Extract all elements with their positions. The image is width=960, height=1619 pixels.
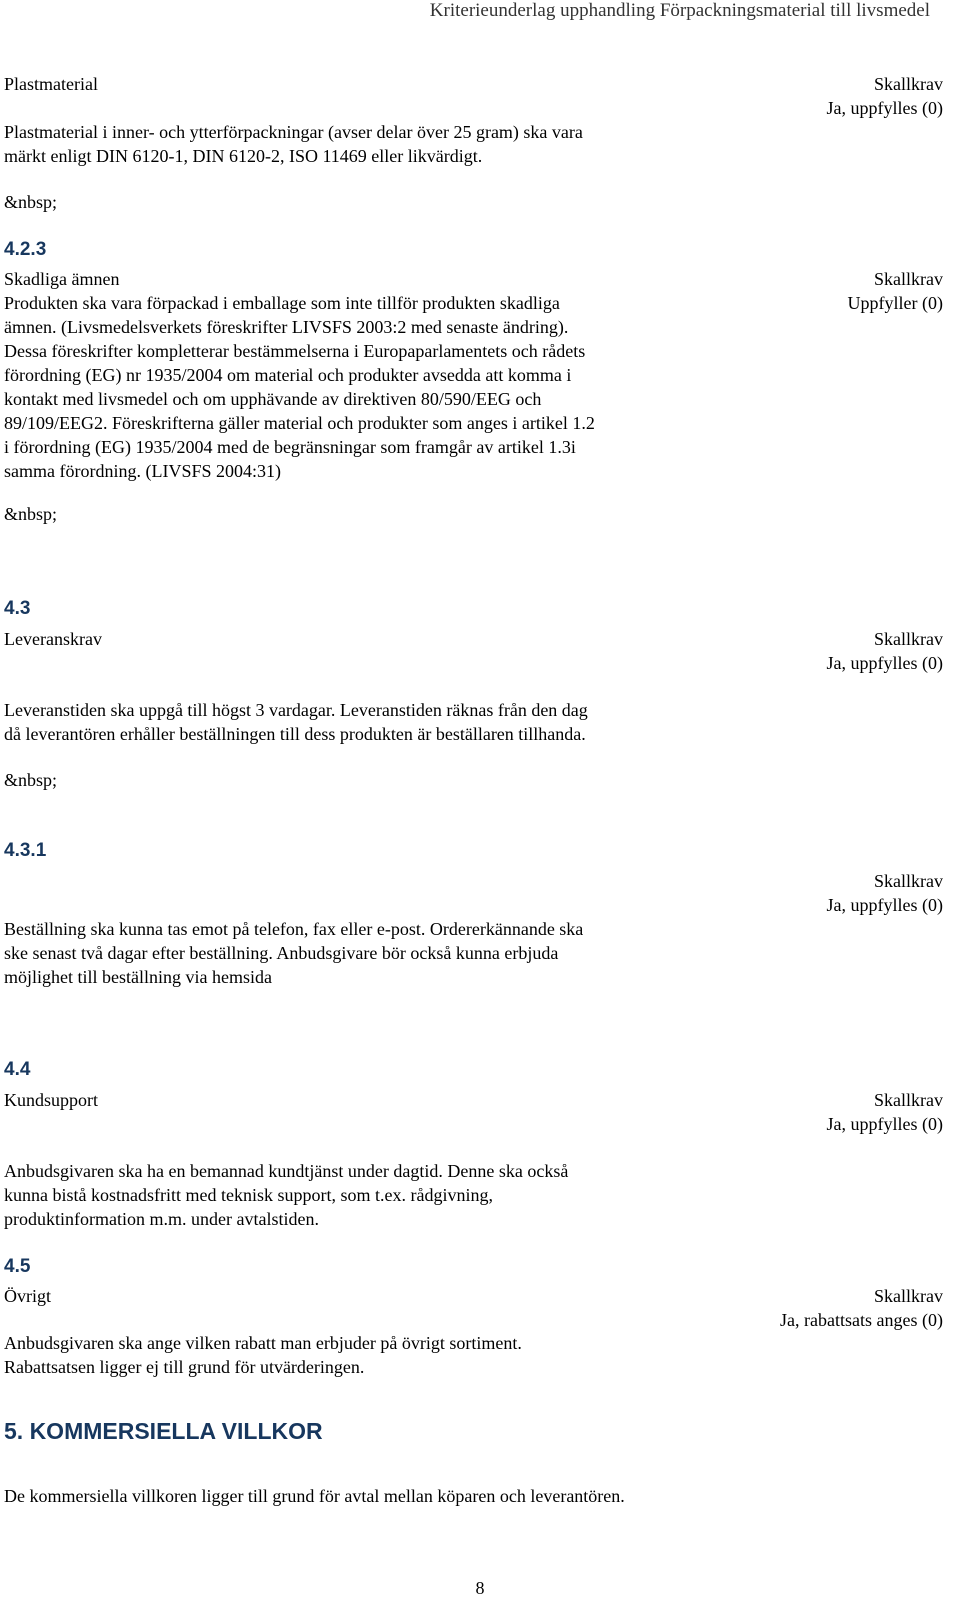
section-number-4-4: 4.4 <box>4 1059 31 1080</box>
section-4-2-3-requirement <box>848 267 943 315</box>
body-line: produktinformation m.m. under avtalstiden. <box>4 1209 319 1229</box>
section-5-body: De kommersiella villkoren ligger till grund för avtal mellan köparen och leverantören. <box>4 1486 625 1506</box>
body-line: kunna bistå kostnadsfritt med teknisk support, som t.ex. rådgivning, <box>4 1185 493 1205</box>
requirement-answer: Ja, uppfylles (0) <box>826 98 943 118</box>
section-title-kundsupport: Kundsupport <box>4 1090 98 1110</box>
body-line: Beställning ska kunna tas emot på telefon, fax eller e-post. Ordererkännande ska <box>4 919 584 939</box>
section-number-4-2-3: 4.2.3 <box>4 239 47 260</box>
body-line: ske senast två dagar efter beställning. Anbudsgivare bör också kunna erbjuda <box>4 943 559 963</box>
section-title-leveranskrav: Leveranskrav <box>4 629 102 649</box>
section-4-5-requirement <box>780 1284 943 1332</box>
section-title-ovrigt: Övrigt <box>4 1286 51 1306</box>
requirement-answer: Ja, uppfylles (0) <box>826 895 943 915</box>
section-4-4-body <box>4 1159 568 1231</box>
section-4-2-3-body <box>4 267 595 483</box>
section-title: Skadliga ämnen <box>4 269 120 289</box>
section-4-4-requirement <box>827 1088 943 1136</box>
body-line: Plastmaterial i inner- och ytterförpackningar (avser delar över 25 gram) ska vara <box>4 122 583 142</box>
nbsp-text: &nbsp; <box>4 192 58 212</box>
body-line: möjlighet till beställning via hemsida <box>4 967 272 987</box>
requirement-type: Skallkrav <box>874 1286 943 1306</box>
page-number: 8 <box>475 1578 485 1598</box>
requirement-type: Skallkrav <box>874 629 943 649</box>
requirement-type: Skallkrav <box>874 74 943 94</box>
body-line: förordning (EG) nr 1935/2004 om material och produkter avsedda att komma i <box>4 365 572 385</box>
plastmaterial-body <box>4 120 583 168</box>
requirement-answer: Uppfyller (0) <box>847 293 943 313</box>
body-line: ämnen. (Livsmedelsverkets föreskrifter LIVSFS 2003:2 med senaste ändring). <box>4 317 569 337</box>
body-line: 89/109/EEG2. Föreskrifterna gäller material och produkter som anges i artikel 1.2 <box>4 413 595 433</box>
requirement-answer: Ja, rabattsats anges (0) <box>780 1310 943 1330</box>
nbsp-text: &nbsp; <box>4 504 58 524</box>
body-line: Produkten ska vara förpackad i emballage som inte tillför produkten skadliga <box>4 293 560 313</box>
plastmaterial-title: Plastmaterial <box>4 74 98 94</box>
requirement-type: Skallkrav <box>874 1090 943 1110</box>
requirement-type: Skallkrav <box>874 871 943 891</box>
body-line: Dessa föreskrifter kompletterar bestämmelserna i Europaparlamentets och rådets <box>4 341 586 361</box>
body-line: då leverantören erhåller beställningen till dess produkten är beställaren tillhanda. <box>4 724 586 744</box>
section-4-3-body <box>4 698 588 746</box>
body-line: Anbudsgivaren ska ange vilken rabatt man erbjuder på övrigt sortiment. <box>4 1333 522 1353</box>
section-heading-kommersiella-villkor: 5. KOMMERSIELLA VILLKOR <box>4 1418 323 1444</box>
body-line: samma förordning. (LIVSFS 2004:31) <box>4 461 281 481</box>
nbsp-text: &nbsp; <box>4 770 58 790</box>
section-4-5-body <box>4 1331 522 1379</box>
section-number-4-5: 4.5 <box>4 1256 31 1277</box>
body-line: Rabattsatsen ligger ej till grund för utvärderingen. <box>4 1357 365 1377</box>
section-number-4-3: 4.3 <box>4 598 31 619</box>
body-line: Anbudsgivaren ska ha en bemannad kundtjänst under dagtid. Denne ska också <box>4 1161 569 1181</box>
document-header-title: Kriterieunderlag upphandling Förpackningsmaterial till livsmedel <box>429 0 930 21</box>
requirement-type: Skallkrav <box>874 269 943 289</box>
body-line: i förordning (EG) 1935/2004 med de begränsningar som framgår av artikel 1.3i <box>4 437 576 457</box>
body-line: Leveranstiden ska uppgå till högst 3 vardagar. Leveranstiden räknas från den dag <box>4 700 588 720</box>
plastmaterial-requirement <box>827 72 943 120</box>
requirement-answer: Ja, uppfylles (0) <box>826 653 943 673</box>
section-4-3-requirement <box>827 627 943 675</box>
section-4-3-1-body <box>4 917 583 989</box>
section-4-3-1-requirement <box>827 869 943 917</box>
body-line: kontakt med livsmedel och om upphävande av direktiven 80/590/EEG och <box>4 389 542 409</box>
section-number-4-3-1: 4.3.1 <box>4 840 47 861</box>
body-line: märkt enligt DIN 6120-1, DIN 6120-2, ISO 11469 eller likvärdigt. <box>4 146 483 166</box>
requirement-answer: Ja, uppfylles (0) <box>826 1114 943 1134</box>
